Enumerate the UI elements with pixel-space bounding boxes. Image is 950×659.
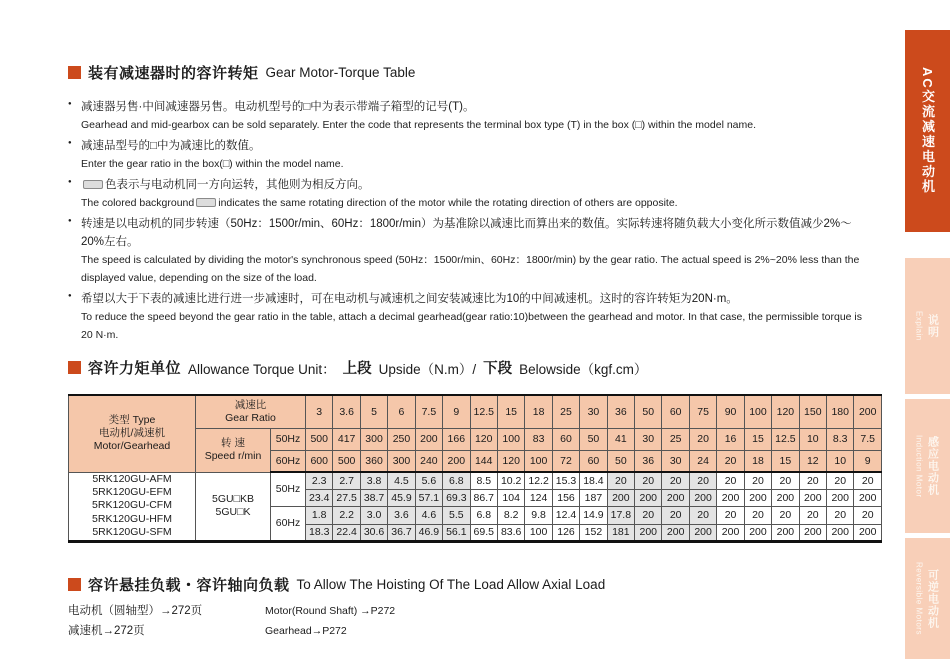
speed-60hz-value: 15: [772, 450, 799, 472]
gear-ratio-value: 150: [799, 395, 826, 428]
speed-50hz-value: 120: [470, 428, 497, 450]
speed-60hz-value: 600: [306, 450, 333, 472]
torque-value-50hz-kgfcm: 200: [689, 489, 716, 506]
gear-ratio-header-cell: 减速比 Gear Ratio: [196, 395, 306, 428]
section1-title: [68, 62, 880, 83]
belowside-label-en: Belowside（kgf.cm）: [519, 361, 648, 377]
torque-value-60hz-kgfcm: 181: [607, 524, 634, 541]
torque-value-60hz-Nm: 20: [854, 506, 882, 524]
speed-50hz-value: 166: [443, 428, 470, 450]
speed-50hz-value: 7.5: [854, 428, 882, 450]
tab-explain[interactable]: [905, 258, 950, 394]
tab-label: AC交流减速电动机: [920, 67, 935, 195]
torque-value-60hz-Nm: 20: [689, 506, 716, 524]
torque-value-50hz-Nm: 20: [744, 472, 771, 489]
torque-value-50hz-kgfcm: 124: [525, 489, 552, 506]
gear-ratio-value: 15: [497, 395, 524, 428]
speed-60hz-value: 200: [443, 450, 470, 472]
section3-title-en: To Allow The Hoisting Of The Load Allow Axial Load: [296, 577, 606, 592]
hz50-header-cell: 50Hz: [271, 428, 306, 450]
torque-value-60hz-Nm: 9.8: [525, 506, 552, 524]
tab-label: 可逆电动机: [926, 568, 939, 629]
torque-value-60hz-Nm: 3.6: [388, 506, 415, 524]
torque-value-50hz-Nm: 8.5: [470, 472, 497, 489]
torque-value-60hz-kgfcm: 200: [772, 524, 799, 541]
torque-value-50hz-kgfcm: 200: [662, 489, 689, 506]
torque-value-50hz-Nm: 18.4: [580, 472, 607, 489]
torque-value-50hz-Nm: 20: [607, 472, 634, 489]
torque-value-60hz-kgfcm: 36.7: [388, 524, 415, 541]
speed-50hz-value: 16: [717, 428, 744, 450]
torque-value-60hz-kgfcm: 200: [635, 524, 662, 541]
motor-ref-cn: 电动机（圆轴型）→272页: [68, 605, 203, 617]
torque-value-50hz-Nm: 12.2: [525, 472, 552, 489]
torque-value-60hz-kgfcm: 200: [854, 524, 882, 541]
speed-50hz-value: 417: [333, 428, 360, 450]
gearhead-model-cell: 5GU□KB 5GU□K: [196, 472, 271, 541]
speed-60hz-value: 120: [497, 450, 524, 472]
torque-value-50hz-Nm: 3.8: [360, 472, 387, 489]
note-item: [68, 290, 868, 344]
note-cn: ● 希望以大于下表的减速比进行进一步减速时，可在电动机与减速机之间安装减速比为10的中间减速机。这时的容许转矩为20N·m。: [81, 293, 738, 305]
note-item: [68, 215, 868, 287]
speed-60hz-value: 10: [827, 450, 854, 472]
torque-value-60hz-kgfcm: 200: [689, 524, 716, 541]
torque-value-60hz-kgfcm: 200: [744, 524, 771, 541]
red-square-icon: [68, 361, 81, 374]
section2-title-en: Allowance Torque Unit：: [188, 361, 336, 377]
hz60-header-cell: 60Hz: [271, 450, 306, 472]
torque-value-60hz-kgfcm: 200: [717, 524, 744, 541]
speed-50hz-value: 12.5: [772, 428, 799, 450]
torque-value-50hz-Nm: 6.8: [443, 472, 470, 489]
torque-value-60hz-Nm: 1.8: [306, 506, 333, 524]
speed-50hz-value: 500: [306, 428, 333, 450]
type-header-cell: 类型 Type 电动机/减速机 Motor/Gearhead: [69, 395, 196, 472]
note-cn: ● 减速器另售·中间减速器另售。电动机型号的□中为表示带端子箱型的记号(T)。: [81, 101, 475, 113]
torque-value-50hz-kgfcm: 187: [580, 489, 607, 506]
torque-value-50hz-Nm: 4.5: [388, 472, 415, 489]
torque-value-50hz-Nm: 15.3: [552, 472, 579, 489]
speed-60hz-value: 18: [744, 450, 771, 472]
gear-ratio-value: 200: [854, 395, 882, 428]
torque-value-60hz-kgfcm: 152: [580, 524, 607, 541]
gear-ratio-value: 12.5: [470, 395, 497, 428]
gear-ratio-value: 3.6: [333, 395, 360, 428]
model-list-cell: 5RK120GU-AFM 5RK120GU-EFM 5RK120GU-CFM 5RK120GU-HFM 5RK120GU-SFM: [69, 472, 196, 541]
reference-row: [68, 601, 880, 621]
note-en: The speed is calculated by dividing the motor's synchronous speed (50Hz：1500r/min、60Hz：1800r/min) by the gear ratio. The actual speed is 2%~20% less than the displayed value, depending on the size of the load.: [81, 254, 860, 284]
section1-title-zh: 装有减速器时的容许转矩: [88, 65, 259, 82]
gear-ratio-value: 9: [443, 395, 470, 428]
torque-value-60hz-Nm: 20: [799, 506, 826, 524]
gearhead-ref-en: Gearhead→P272: [265, 625, 347, 637]
speed-60hz-value: 144: [470, 450, 497, 472]
gear-ratio-value: 6: [388, 395, 415, 428]
torque-value-50hz-Nm: 20: [854, 472, 882, 489]
side-index-tabs: [905, 0, 950, 659]
torque-value-50hz-kgfcm: 200: [744, 489, 771, 506]
speed-50hz-value: 8.3: [827, 428, 854, 450]
speed-50hz-value: 60: [552, 428, 579, 450]
speed-50hz-value: 100: [497, 428, 524, 450]
speed-60hz-value: 20: [717, 450, 744, 472]
torque-value-50hz-kgfcm: 23.4: [306, 489, 333, 506]
speed-60hz-value: 30: [662, 450, 689, 472]
torque-value-50hz-kgfcm: 57.1: [415, 489, 442, 506]
note-cn: ● 色表示与电动机同一方向运转，其他则为相反方向。: [81, 176, 868, 194]
torque-value-60hz-Nm: 20: [717, 506, 744, 524]
torque-value-50hz-kgfcm: 200: [854, 489, 882, 506]
speed-60hz-value: 12: [799, 450, 826, 472]
torque-value-50hz-Nm: 10.2: [497, 472, 524, 489]
torque-value-50hz-kgfcm: 104: [497, 489, 524, 506]
gear-ratio-value: 36: [607, 395, 634, 428]
torque-value-50hz-Nm: 20: [689, 472, 716, 489]
torque-value-60hz-Nm: 20: [635, 506, 662, 524]
torque-value-60hz-Nm: 20: [744, 506, 771, 524]
red-square-icon: [68, 66, 81, 79]
gear-ratio-value: 25: [552, 395, 579, 428]
torque-value-50hz-kgfcm: 27.5: [333, 489, 360, 506]
torque-value-60hz-Nm: 3.0: [360, 506, 387, 524]
section3-title: [68, 574, 880, 595]
speed-60hz-value: 72: [552, 450, 579, 472]
torque-value-50hz-kgfcm: 45.9: [388, 489, 415, 506]
speed-60hz-value: 60: [580, 450, 607, 472]
torque-value-60hz-Nm: 4.6: [415, 506, 442, 524]
torque-value-60hz-Nm: 20: [827, 506, 854, 524]
same-direction-swatch-icon: [83, 180, 103, 189]
speed-60hz-value: 9: [854, 450, 882, 472]
torque-value-50hz-Nm: 20: [662, 472, 689, 489]
tab-ac-gear-motor[interactable]: [905, 30, 950, 232]
torque-value-50hz-Nm: 5.6: [415, 472, 442, 489]
tab-sublabel: Reversible Motors: [914, 562, 924, 635]
torque-value-60hz-kgfcm: 69.5: [470, 524, 497, 541]
torque-value-60hz-kgfcm: 200: [662, 524, 689, 541]
note-cn: ● 减速品型号的□中为减速比的数值。: [81, 140, 261, 152]
speed-60hz-value: 50: [607, 450, 634, 472]
speed-header-cell: 转 速 Speed r/min: [196, 428, 271, 472]
speed-50hz-value: 30: [635, 428, 662, 450]
gear-ratio-value: 18: [525, 395, 552, 428]
torque-value-50hz-Nm: 20: [799, 472, 826, 489]
upside-label-zh: 上段: [342, 361, 372, 377]
section-gear-motor-torque: [68, 62, 880, 347]
note-en: Enter the gear ratio in the box(□) within the model name.: [81, 158, 344, 170]
reference-links: [68, 601, 880, 641]
tab-sublabel: Induction Motor: [914, 434, 924, 498]
speed-60hz-value: 240: [415, 450, 442, 472]
torque-value-50hz-kgfcm: 156: [552, 489, 579, 506]
speed-60hz-value: 36: [635, 450, 662, 472]
section-hoisting-axial-load: [68, 574, 880, 641]
speed-60hz-value: 300: [388, 450, 415, 472]
speed-50hz-value: 25: [662, 428, 689, 450]
torque-value-50hz-kgfcm: 200: [772, 489, 799, 506]
torque-value-50hz-Nm: 20: [827, 472, 854, 489]
torque-value-60hz-Nm: 8.2: [497, 506, 524, 524]
speed-60hz-value: 360: [360, 450, 387, 472]
gear-ratio-value: 3: [306, 395, 333, 428]
gear-ratio-value: 120: [772, 395, 799, 428]
motor-ref-en: Motor(Round Shaft) →P272: [265, 605, 396, 617]
torque-value-50hz-Nm: 20: [635, 472, 662, 489]
torque-value-60hz-kgfcm: 46.9: [415, 524, 442, 541]
note-item: [68, 176, 868, 212]
torque-value-60hz-kgfcm: 200: [799, 524, 826, 541]
freq-60hz-cell: 60Hz: [271, 506, 306, 541]
speed-60hz-value: 24: [689, 450, 716, 472]
torque-value-50hz-Nm: 2.3: [306, 472, 333, 489]
torque-value-60hz-kgfcm: 126: [552, 524, 579, 541]
torque-value-60hz-Nm: 17.8: [607, 506, 634, 524]
gear-ratio-value: 5: [360, 395, 387, 428]
tab-label: 感应电动机: [926, 436, 939, 496]
note-cn: ● 转速是以电动机的同步转速（50Hz：1500r/min、60Hz：1800r/min）为基准除以减速比而算出来的数值。实际转速将随负载大小变化所示数值减少2%～20%左右。: [81, 218, 852, 248]
speed-50hz-value: 10: [799, 428, 826, 450]
section1-title-en: Gear Motor-Torque Table: [265, 65, 416, 80]
torque-value-60hz-kgfcm: 100: [525, 524, 552, 541]
section3-title-zh: 容许悬挂负载・容许轴向负载: [88, 577, 290, 594]
torque-value-50hz-kgfcm: 38.7: [360, 489, 387, 506]
speed-60hz-value: 500: [333, 450, 360, 472]
gear-ratio-value: 30: [580, 395, 607, 428]
speed-50hz-value: 50: [580, 428, 607, 450]
reference-row: [68, 621, 880, 641]
torque-value-60hz-Nm: 20: [662, 506, 689, 524]
torque-value-60hz-Nm: 20: [772, 506, 799, 524]
torque-value-50hz-kgfcm: 200: [827, 489, 854, 506]
tab-induction-motor[interactable]: [905, 399, 950, 533]
tab-label: 说明: [926, 314, 939, 338]
torque-value-60hz-kgfcm: 56.1: [443, 524, 470, 541]
torque-value-60hz-kgfcm: 22.4: [333, 524, 360, 541]
freq-50hz-cell: 50Hz: [271, 472, 306, 506]
section2-title: [68, 357, 882, 378]
torque-value-50hz-kgfcm: 200: [635, 489, 662, 506]
gear-ratio-value: 7.5: [415, 395, 442, 428]
gear-ratio-value: 60: [662, 395, 689, 428]
torque-value-50hz-Nm: 2.7: [333, 472, 360, 489]
speed-50hz-value: 250: [388, 428, 415, 450]
note-item: [68, 98, 868, 134]
note-item: [68, 137, 868, 173]
gear-ratio-value: 100: [744, 395, 771, 428]
torque-value-60hz-Nm: 14.9: [580, 506, 607, 524]
torque-value-60hz-Nm: 12.4: [552, 506, 579, 524]
torque-value-50hz-Nm: 20: [717, 472, 744, 489]
gear-ratio-value: 180: [827, 395, 854, 428]
torque-value-50hz-kgfcm: 86.7: [470, 489, 497, 506]
gearhead-ref-cn: 减速机→272页: [68, 625, 145, 637]
torque-value-50hz-Nm: 20: [772, 472, 799, 489]
gear-ratio-value: 75: [689, 395, 716, 428]
speed-60hz-value: 100: [525, 450, 552, 472]
gear-ratio-value: 50: [635, 395, 662, 428]
gear-ratio-value: 90: [717, 395, 744, 428]
section-allowance-torque: [68, 357, 882, 543]
torque-value-60hz-Nm: 5.5: [443, 506, 470, 524]
torque-value-60hz-kgfcm: 200: [827, 524, 854, 541]
torque-value-50hz-kgfcm: 69.3: [443, 489, 470, 506]
torque-value-50hz-kgfcm: 200: [799, 489, 826, 506]
section2-title-zh: 容许力矩单位: [88, 360, 182, 377]
torque-value-60hz-kgfcm: 83.6: [497, 524, 524, 541]
note-en: Gearhead and mid-gearbox can be sold separately. Enter the code that represents the terminal box type (T) in the box (□) within the model name.: [81, 119, 757, 131]
speed-50hz-value: 41: [607, 428, 634, 450]
speed-50hz-value: 20: [689, 428, 716, 450]
torque-value-60hz-kgfcm: 30.6: [360, 524, 387, 541]
speed-50hz-value: 300: [360, 428, 387, 450]
speed-50hz-value: 15: [744, 428, 771, 450]
torque-value-60hz-Nm: 6.8: [470, 506, 497, 524]
red-square-icon: [68, 578, 81, 591]
belowside-label-zh: 下段: [483, 361, 513, 377]
speed-50hz-value: 200: [415, 428, 442, 450]
speed-50hz-value: 83: [525, 428, 552, 450]
torque-value-60hz-kgfcm: 18.3: [306, 524, 333, 541]
torque-table: [68, 394, 882, 543]
note-en: To reduce the speed beyond the gear ratio in the table, attach a decimal gearhead(gear ratio:10)between the gearhead and motor. In that case, the permissible torque is 20 N·m.: [81, 311, 862, 341]
notes-list: [68, 98, 868, 344]
torque-value-50hz-kgfcm: 200: [607, 489, 634, 506]
tab-sublabel: Explain: [914, 311, 924, 341]
tab-reversible-motors[interactable]: [905, 538, 950, 659]
torque-value-50hz-kgfcm: 200: [717, 489, 744, 506]
note-en: The colored background indicates the same rotating direction of the motor while the rotating direction of others are opposite.: [81, 197, 678, 209]
upside-label-en: Upside（N.m）/: [378, 361, 477, 377]
torque-value-60hz-Nm: 2.2: [333, 506, 360, 524]
same-direction-swatch-icon: [196, 198, 216, 207]
